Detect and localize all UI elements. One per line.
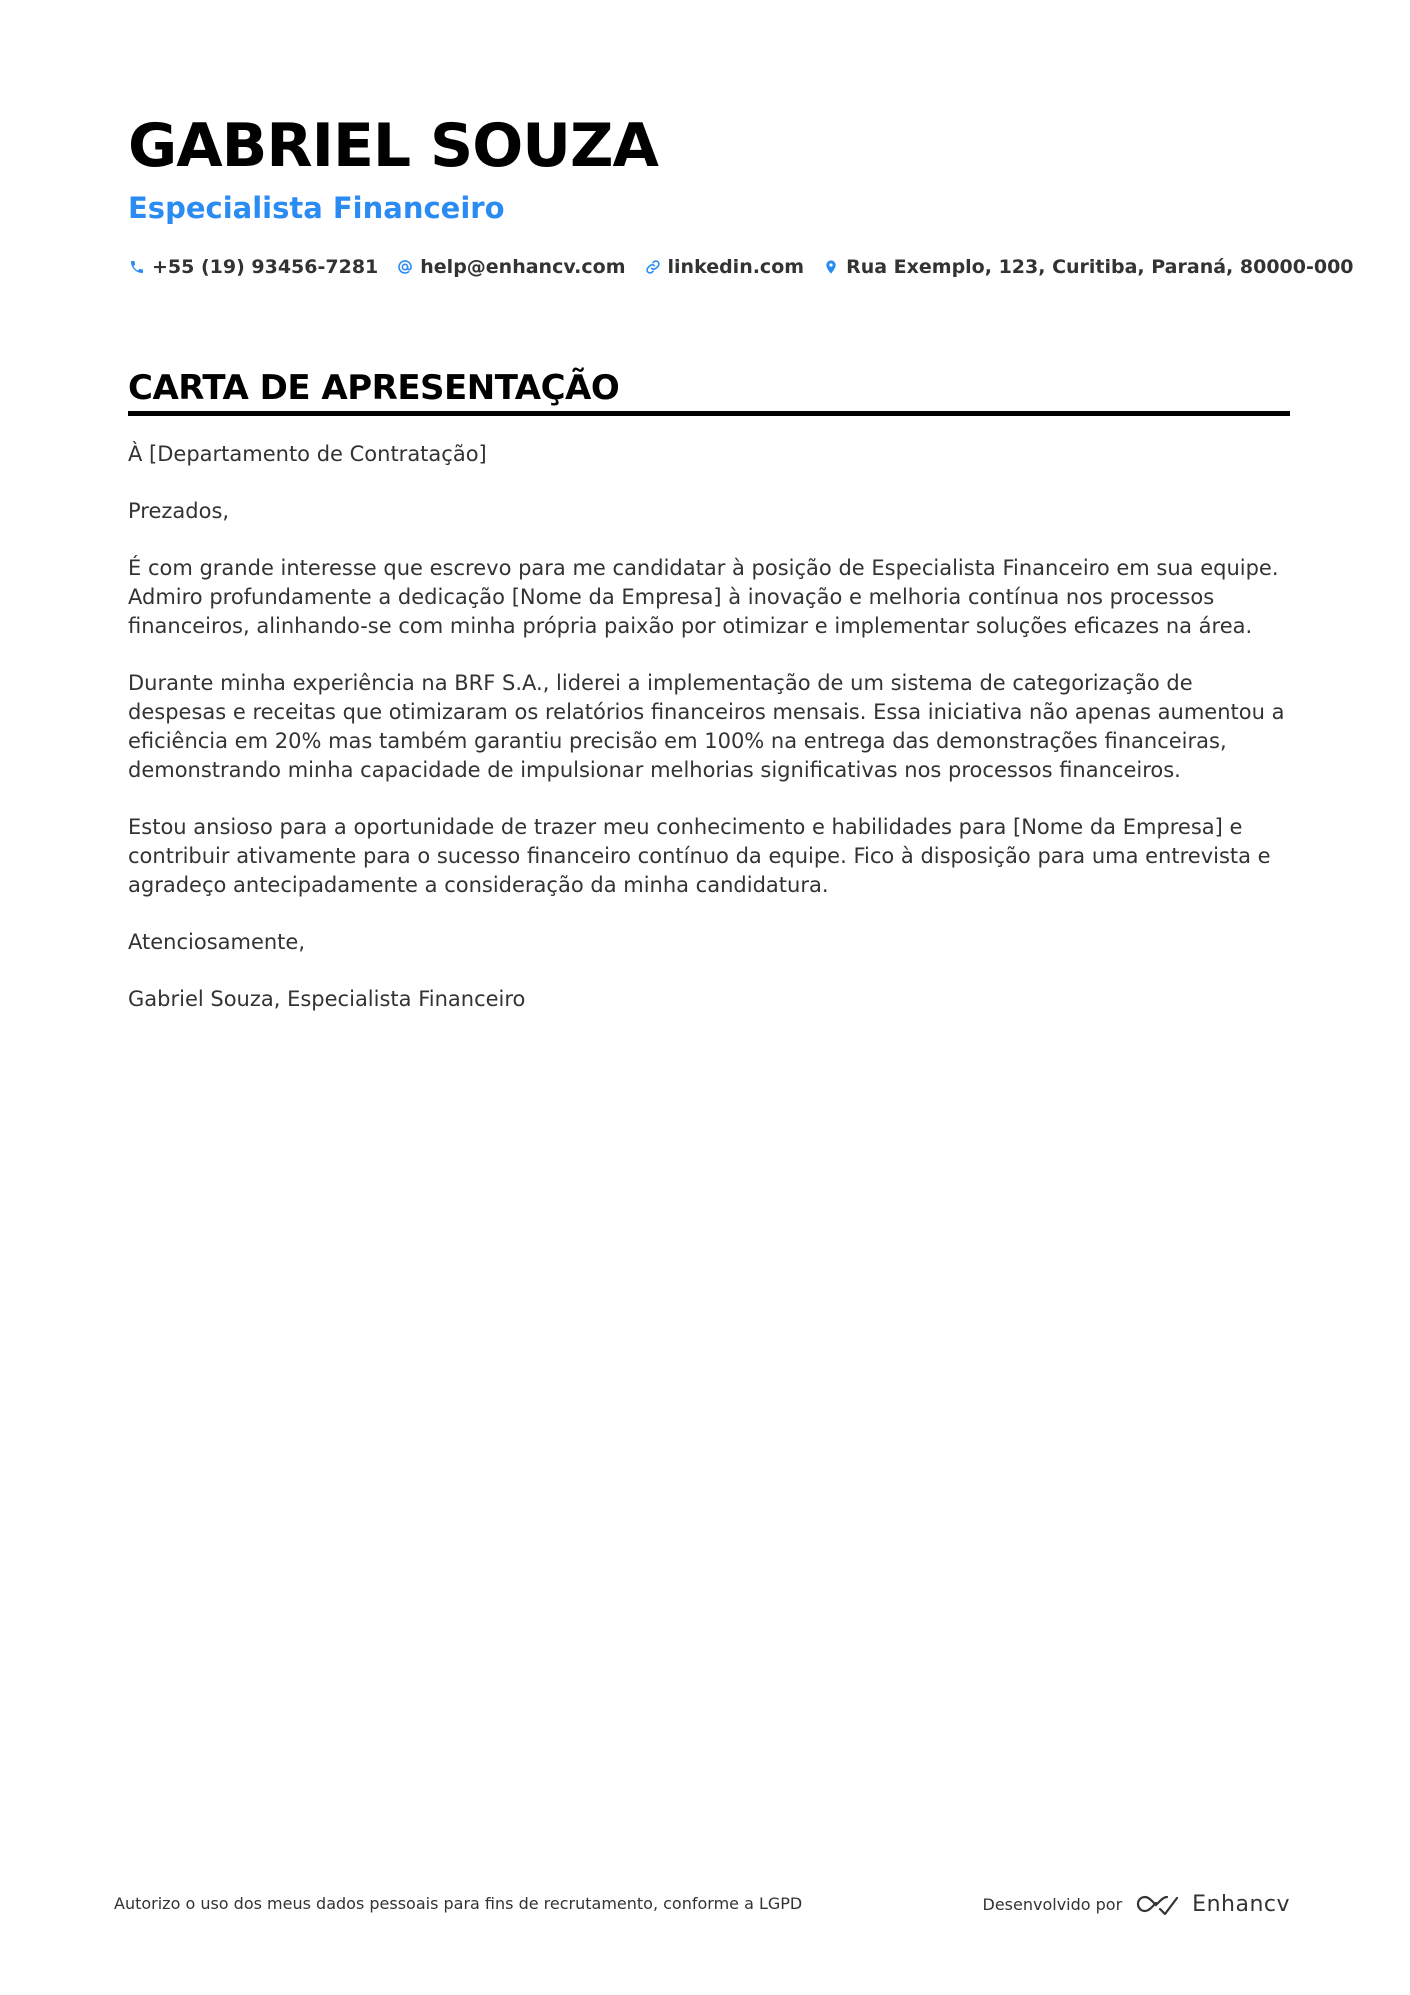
letter-body (128, 440, 1290, 1042)
section-divider (128, 411, 1290, 416)
enhancv-logo-icon (1134, 1891, 1180, 1917)
footer-branding[interactable] (983, 1884, 1290, 1924)
contact-email-text: help@enhancv.com (420, 256, 626, 278)
phone-icon (128, 258, 146, 276)
letter-closing: Atenciosamente, (128, 930, 306, 954)
contact-linkedin-text: linkedin.com (667, 256, 805, 278)
powered-by-label: Desenvolvido por (982, 1894, 1123, 1914)
contact-address-text: Rua Exemplo, 123, Curitiba, Paraná, 80000-000 (846, 256, 1354, 278)
brand-name: Enhancv (1192, 1891, 1290, 1917)
letter-paragraph: É com grande interesse que escrevo para me candidatar à posição de Especialista Financeiro em sua equipe. Admiro profundamente a dedicação [Nome da Empresa] à inovação e melhoria contínua nos processos financeiros, alinhando-se com minha própria paixão por otimizar e implementar soluções eficazes na área. (128, 556, 1279, 638)
candidate-headline: Especialista Financeiro (128, 191, 505, 225)
at-icon (396, 258, 414, 276)
candidate-name: GABRIEL SOUZA (128, 111, 658, 181)
section-title: CARTA DE APRESENTAÇÃO (128, 368, 620, 408)
link-icon (644, 258, 662, 276)
letter-paragraph: Durante minha experiência na BRF S.A., liderei a implementação de um sistema de categorização de despesas e receitas que otimizaram os relatórios financeiros mensais. Essa iniciativa não apenas aumentou a eficiência em 20% mas também garantiu precisão em 100% na entrega das demonstrações financeiras, demonstrando minha capacidade de impulsionar melhorias significativas nos processos financeiros. (128, 671, 1285, 782)
contact-linkedin[interactable] (644, 256, 805, 278)
letter-salutation: Prezados, (128, 499, 230, 523)
letter-paragraph: Estou ansioso para a oportunidade de trazer meu conhecimento e habilidades para [Nome da Empresa] e contribuir ativamente para o sucesso financeiro contínuo da equipe. Fico à disposição para uma entrevista e agradeço antecipadamente a consideração da minha candidatura. (128, 815, 1271, 897)
letter-signature: Gabriel Souza, Especialista Financeiro (128, 987, 526, 1011)
contact-address (822, 256, 1353, 278)
contact-phone (128, 256, 378, 278)
letter-recipient: À [Departamento de Contratação] (128, 442, 487, 466)
contact-phone-text: +55 (19) 93456-7281 (152, 256, 379, 278)
location-pin-icon (822, 258, 840, 276)
footer-consent: Autorizo o uso dos meus dados pessoais para fins de recrutamento, conforme a LGPD (114, 1894, 803, 1913)
contact-bar (128, 252, 1354, 282)
contact-email[interactable] (396, 256, 625, 278)
